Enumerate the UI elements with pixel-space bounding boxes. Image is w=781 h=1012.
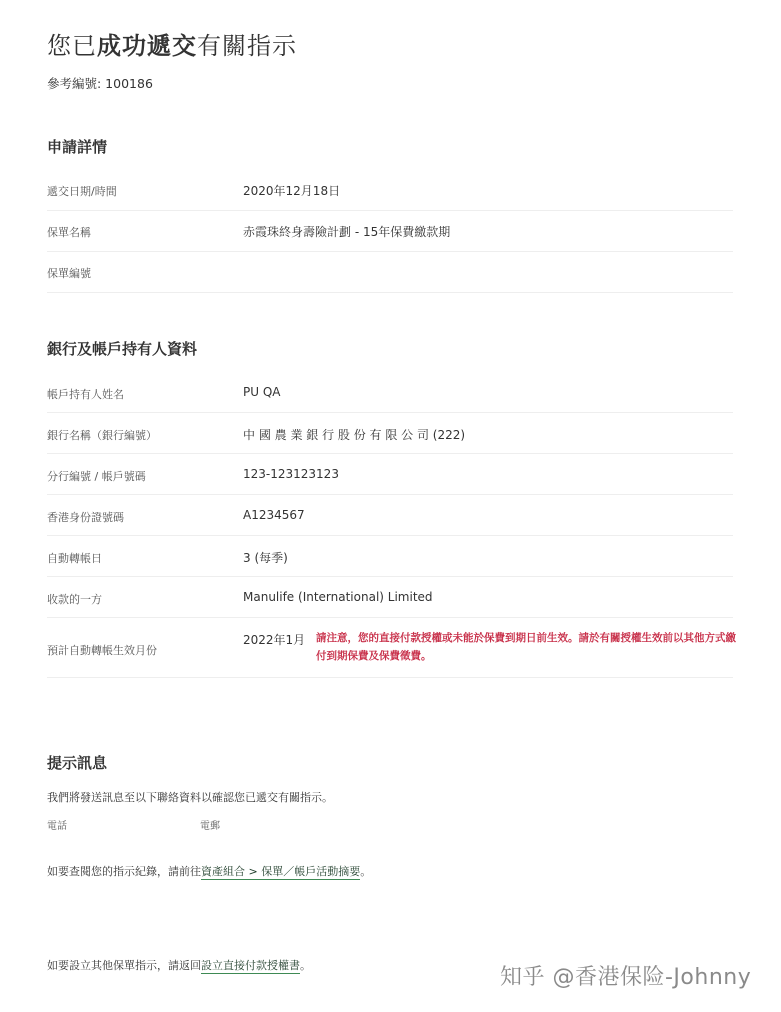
row-effective-month: [47, 618, 736, 678]
row-payee: [47, 577, 733, 618]
other-suffix: 。: [300, 959, 311, 972]
watermark: 知乎 @香港保险-Johnny: [500, 965, 752, 990]
phone-label: 電話: [47, 821, 67, 832]
notice-message: 我們將發送訊息至以下聯絡資料以確認您已遞交有關指示。: [47, 791, 333, 804]
row-value: A1234567: [243, 508, 305, 522]
other-prefix: 如要設立其他保單指示，請返回: [47, 959, 201, 972]
row-label: 收款的一方: [47, 593, 102, 606]
row-value: 2022年1月: [243, 633, 306, 647]
records-line: [47, 863, 371, 879]
row-account-number: [47, 454, 733, 495]
notice-heading: 提示訊息: [47, 754, 108, 772]
row-label: 分行編號 / 帳戶號碼: [47, 470, 146, 483]
row-value: 赤霞珠終身壽險計劃 - 15年保費繳款期: [243, 225, 451, 239]
title-prefix: 您已: [47, 32, 97, 60]
records-prefix: 如要查閱您的指示紀錄，請前往: [47, 865, 201, 878]
row-value: Manulife (International) Limited: [243, 590, 433, 604]
row-value: 中 國 農 業 銀 行 股 份 有 限 公 司 (222): [243, 428, 466, 442]
row-label: 自動轉帳日: [47, 552, 102, 565]
application-details-heading: 申請詳情: [47, 138, 108, 156]
page-title: [47, 26, 297, 61]
row-account-holder: [47, 372, 733, 413]
title-bold: 成功遞交: [97, 32, 197, 60]
row-label: 保單名稱: [47, 226, 91, 239]
row-transfer-day: [47, 536, 733, 577]
row-submit-date: [47, 170, 733, 211]
email-label: 電郵: [200, 821, 220, 832]
row-policy-number: [47, 252, 733, 293]
bank-details-heading: 銀行及帳戶持有人資料: [47, 340, 198, 358]
row-label: 帳戶持有人姓名: [47, 388, 124, 401]
row-label: 遞交日期/時間: [47, 185, 117, 198]
records-suffix: 。: [360, 865, 372, 878]
setup-direct-debit-link[interactable]: 設立直接付款授權書: [201, 959, 300, 972]
row-hkid: [47, 495, 733, 536]
row-label: 預計自動轉帳生效月份: [47, 644, 157, 657]
other-instruction-line: [47, 957, 311, 973]
row-value: 123-123123123: [243, 467, 339, 481]
effective-warning-note: 請注意，您的直接付款授權或未能於保費到期日前生效。請於有關授權生效前以其他方式繳付到期保費及保費徵費。: [316, 632, 736, 662]
reference-number: 參考編號: 100186: [47, 76, 153, 91]
row-label: 銀行名稱（銀行編號）: [47, 429, 157, 442]
row-value: 3 (每季): [243, 551, 288, 565]
row-value: 2020年12月18日: [243, 184, 341, 198]
row-label: 香港身份證號碼: [47, 511, 124, 524]
title-suffix: 有關指示: [197, 32, 297, 60]
portfolio-activity-link[interactable]: 資產組合 > 保單／帳戶活動摘要: [201, 865, 361, 878]
row-policy-name: [47, 211, 733, 252]
row-bank-name: [47, 413, 733, 454]
row-value: PU QA: [243, 385, 281, 399]
row-label: 保單編號: [47, 267, 91, 280]
